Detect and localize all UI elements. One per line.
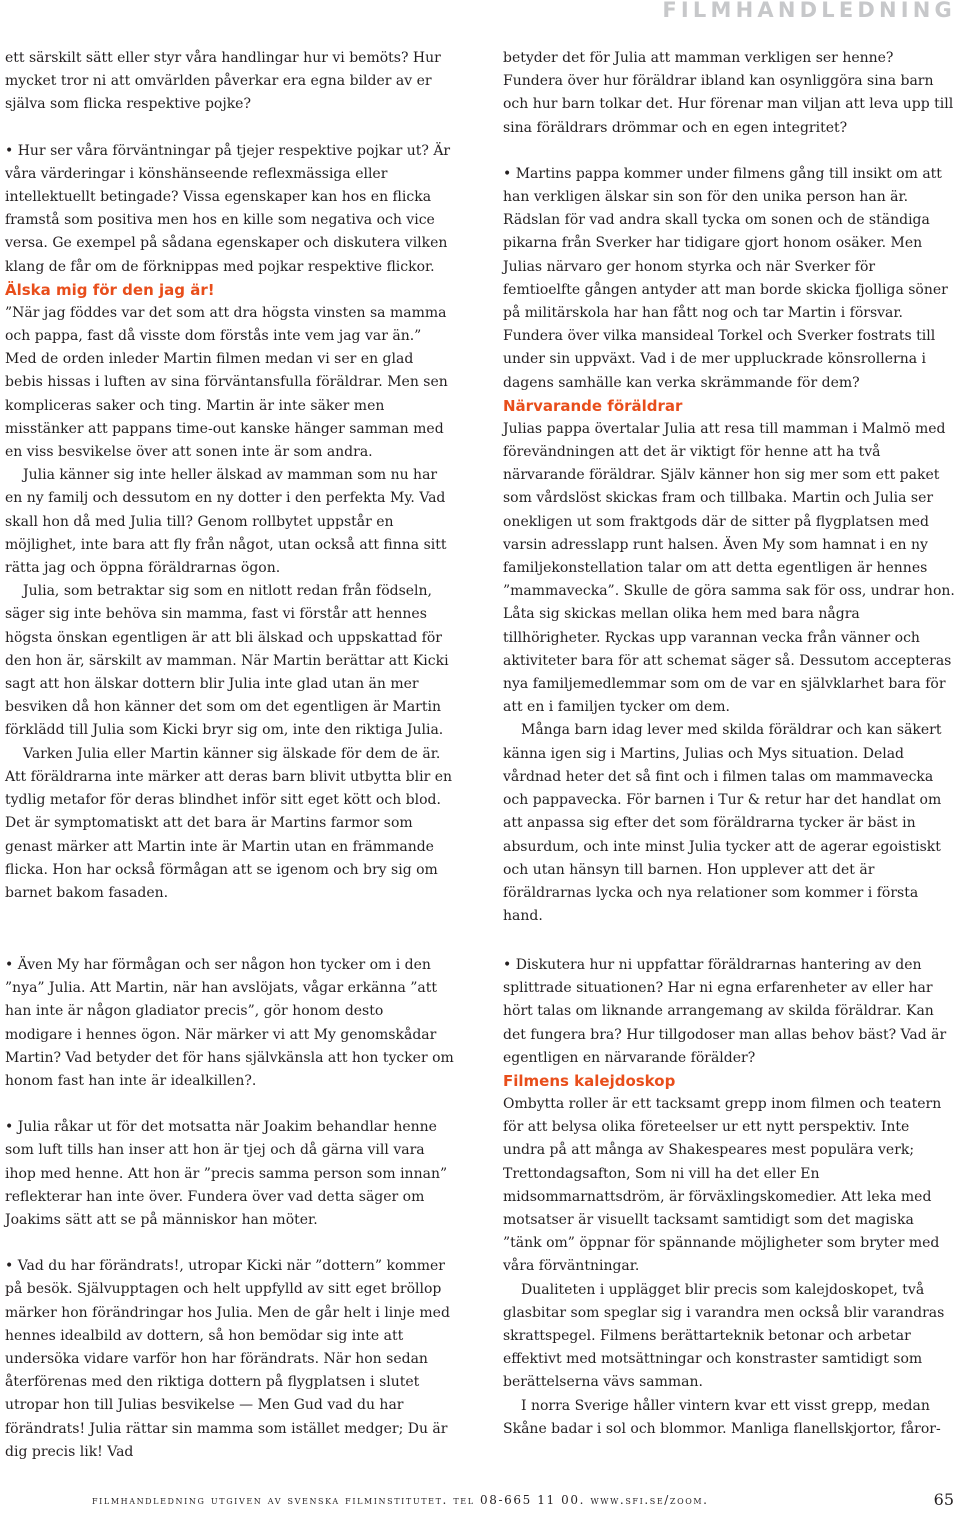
body-paragraph: • Martins pappa kommer under filmens gång till insikt om att han verkligen älskar sin son för den unika person han är. Rädslan för vad andra skall tycka om sonen och de ständiga pikarna från Sverker har tidigare gjort honom osäker. Men Julias närvaro ger honom styrka och när Sverker för femtioelfte gången antyder att man borde skicka fjolliga söner på militärskola har han fått nog och tar Martin i försvar. Fundera över vilka mansideal Torkel och Sverker fostrats till under sin uppväxt. Vad i de mer uppluckrade könsrollerna i dagens samhälle kan verka skrämmande för dem? <box>503 165 948 391</box>
left-column-upper <box>5 47 455 905</box>
body-paragraph: Julia känner sig inte heller älskad av mamman som nu har en ny familj och dessutom en ny dotter i den perfekta My. Vad skall hon då med Julia till? Genom rollbytet uppstår en möjlighet, inte bara att fly från något, utan också att finna sitt rätta jag och öppna föräldrarnas ögon. <box>5 467 447 577</box>
section-heading: Filmens kalejdoskop <box>503 1072 676 1091</box>
body-paragraph: Julias pappa övertalar Julia att resa till mamman i Malmö med förevändningen att det är viktigt för henne att ha två närvarande föräldrar. Själv känner hon sig mer som ett paket som vårdslöst skickas fram och tillbaka. Martin och Julia ser onekligen ut som fraktgods där de sitter på flygplatsen med varsin adresslapp runt halsen. Även My som hamnat i en ny familjekonstellation talar om att detta egentligen är hennes ”mammavecka”. Skulle de göra samma sak för oss, undrar hon. Låta sig skickas mellan olika hem med bara några tillhörigheter. Ryckas upp varannan vecka från vänner och aktiviteter bara för att schemat säger så. Dessutom accepteras nya familjemedlemmar som om de var en självklarhet bara för att en i familjen tycker om dem. <box>503 420 955 716</box>
left-column-lower <box>5 954 455 1464</box>
page-header-title: FILMHANDLEDNING <box>662 0 956 22</box>
body-paragraph: • Julia råkar ut för det motsatta när Joakim behandlar henne som luft tills han inser att hon är tjej och då gärna vill vara ihop med henne. Att hon är ”precis samma person som innan” reflekterar han inte över. Fundera över vad detta säger om Joakims sätt att se på människor han möter. <box>5 1119 448 1229</box>
body-paragraph: Många barn idag lever med skilda föräldrar och kan säkert känna igen sig i Martins, Julias och Mys situation. Delad vårdnad heter det så fint och i filmen talas om mammavecka och pappavecka. För barnen i Tur & retur har det handlat om att anpassa sig efter det som föräldrarna tycker är bäst in absurdum, och inte minst Julia tycker att de agerar egoistiskt och utan hänsyn till barnen. Hon upplever att det är föräldrarnas lycka och nya relationer som kommer i första hand. <box>503 722 942 925</box>
page-number: 65 <box>933 1490 954 1509</box>
body-paragraph: Julia, som betraktar sig som en nitlott redan från födseln, säger sig inte behöva sin mamma, fast vi förstår att hennes högsta önskan egentligen är att bli älskad och uppskattad för den hon är, särskilt av mamman. När Martin berättar att Kicki sagt att hon älskar dottern blir Julia inte glad utan än mer besviken då hon känner det som om det egentligen är Martin förklädd till Julia som Kicki bryr sig om, inte den riktiga Julia. <box>5 583 449 739</box>
section-heading: Närvarande föräldrar <box>503 396 683 415</box>
body-paragraph: Varken Julia eller Martin känner sig älskade för dem de är. Att föräldrarna inte märker att deras barn blivit utbytta blir en tydlig metafor för deras blindhet inför sitt eget kött och blod. Det är symptomatiskt att det bara är Martins farmor som genast märker att Martin inte är Martin utan en främmande flicka. Hon har också förmågan att se igenom och bry sig om barnet bakom fasaden. <box>5 745 453 901</box>
body-paragraph: Ombytta roller är ett tacksamt grepp inom filmen och teatern för att belysa olika företeelser ur ett nytt perspektiv. Inte undra på att många av Shakespeares mest populära verk; Trettondagsafton, Som ni vill ha det eller En midsommarnattsdröm, är förväxlingskomedier. Att leka med motsatser är visuellt tacksamt samtidigt som det magiska ”tänk om” öppnar för spännande möjligheter som bryter med våra förväntningar. <box>503 1096 942 1275</box>
body-paragraph: • Hur ser våra förväntningar på tjejer respektive pojkar ut? Är våra värderingar i könshänseende reflexmässiga eller intellektuellt betingade? Vissa egenskaper kan hos en flicka framstå som positiva men hos en kille som negativa och vice versa. Ge exempel på sådana egenskaper och diskutera vilken klang de får om de förknippas med pojkar respektive flickor. <box>5 142 451 275</box>
body-paragraph: betyder det för Julia att mamman verkligen ser henne? Fundera över hur föräldrar ibland kan osynliggöra sina barn och hur barn tolkar det. Hur förenar man viljan att leva upp till sina föräldrars drömmar och en egen integritet? <box>503 50 954 136</box>
body-paragraph: ett särskilt sätt eller styr våra handlingar hur vi bemöts? Hur mycket tror ni att omvärlden påverkar era egna bilder av er själva som flicka respektive pojke? <box>5 50 441 113</box>
right-column-upper <box>503 47 955 928</box>
footer-text: filmhandledning utgiven av svenska filminstitutet. tel 08-665 11 00. www.sfi.se/zoom. <box>92 1493 709 1507</box>
body-paragraph: I norra Sverige håller vintern kvar ett visst grepp, medan Skåne badar i sol och blommor. Manliga flanellskjortor, fåror- <box>503 1397 941 1437</box>
body-paragraph: • Vad du har förändrats!, utropar Kicki när ”dottern” kommer på besök. Självupptagen och helt uppfylld av sitt eget bröllop märker hon förändringar hos Julia. Men de går helt i linje med hennes idealbild av dottern, så hon bemödar sig inte att undersöka vidare varför hon har förändrats. När hon sedan återförenas med den riktiga dottern på flygplatsen i slutet utropar hon till Julias besvikelse — Men Gud vad du har förändrats! Julia rättar sin mamma som istället medger; Du är dig precis lik! Vad <box>5 1258 450 1460</box>
right-column-lower <box>503 954 955 1441</box>
body-paragraph: ”När jag föddes var det som att dra högsta vinsten sa mamma och pappa, fast då visste dom förstås inte vem jag var än.” Med de orden inleder Martin filmen medan vi ser en glad bebis hissas i luften av sina förväntansfulla föräldrar. Men sen kompliceras saker och ting. Martin är inte säker men misstänker att pappans time-out kanske hänger samman med en viss besvikelse över att sonen inte är som andra. <box>5 304 448 461</box>
body-paragraph: • Diskutera hur ni uppfattar föräldrarnas hantering av den splittrade situationen? Har ni egna erfarenheter av eller har hört talas om liknande arrangemang av skilda föräldrar. Kan det fungera bra? Hur tillgodoser man allas behov bäst? Vad är egentligen en närvarande förälder? <box>503 957 947 1066</box>
body-paragraph: Dualiteten i upplägget blir precis som kalejdoskopet, två glasbitar som speglar sig i varandra men också blir varandras skrattspegel. Filmens berättarteknik betonar och arbetar effektivt med motsättningar och konstraster samtidigt som berättelserna vävs samman. <box>503 1281 945 1391</box>
body-paragraph: • Även My har förmågan och ser någon hon tycker om i den ”nya” Julia. Att Martin, när han avslöjats, vågar erkänna ”att han inte är någon gladiator precis”, gör honom desto modigare i hennes ögon. När märker vi att My genomskådar Martin? Vad betyder det för hans självkänsla att hon tycker om honom fast han inte är idealkillen?. <box>5 957 454 1090</box>
section-heading: Älska mig för den jag är! <box>5 280 215 299</box>
